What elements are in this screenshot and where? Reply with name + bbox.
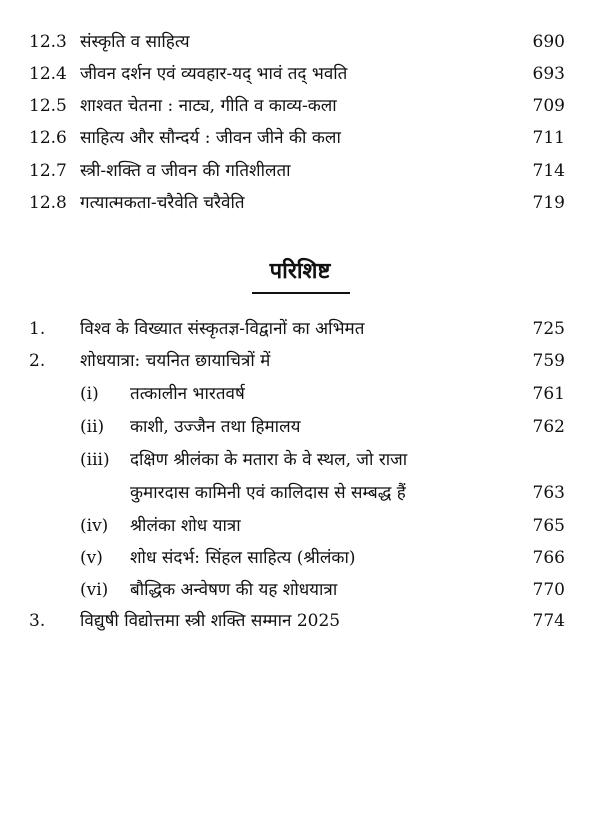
toc-section-number: 12.5 (29, 96, 67, 116)
appendix-subitem-title: दक्षिण श्रीलंका के मतारा के वे स्थल, जो राजा (130, 450, 408, 470)
appendix-item-number: 2. (29, 351, 46, 371)
appendix-subitem-title-line2: कुमारदास कामिनी एवं कालिदास से सम्बद्ध हैं (130, 483, 406, 503)
appendix-page-number: 761 (532, 384, 565, 404)
appendix-subitem-number: (ii) (80, 417, 105, 437)
appendix-subitem-title: बौद्धिक अन्वेषण की यह शोधयात्रा (130, 580, 338, 600)
toc-row (0, 59, 565, 89)
toc-row (0, 188, 565, 218)
toc-row (0, 156, 565, 186)
toc-section-title: जीवन दर्शन एवं व्यवहार-यद् भावं तद् भवति (80, 64, 348, 84)
appendix-item-title: विद्युषी विद्योत्तमा स्त्री शक्ति सम्मान 2025 (80, 611, 341, 631)
appendix-subitem-title: श्रीलंका शोध यात्रा (130, 516, 241, 536)
heading-underline (252, 292, 350, 294)
toc-row (0, 123, 565, 153)
toc-section-number: 12.7 (29, 161, 67, 181)
toc-section-title: संस्कृति व साहित्य (80, 32, 190, 52)
appendix-subrow (0, 575, 565, 605)
appendix-heading: परिशिष्ट (269, 258, 331, 284)
appendix-subrow-continuation (0, 478, 565, 508)
appendix-page-number: 725 (532, 319, 565, 339)
appendix-subitem-number: (i) (80, 384, 99, 404)
toc-page-number: 693 (532, 64, 565, 84)
toc-page-number: 719 (532, 193, 565, 213)
toc-section-title: साहित्य और सौन्दर्य : जीवन जीने की कला (80, 128, 341, 148)
toc-section-title: शाश्वत चेतना : नाट्य, गीति व काव्य-कला (80, 96, 337, 116)
appendix-page-number: 763 (532, 483, 565, 503)
appendix-subrow (0, 543, 565, 573)
toc-section-number: 12.3 (29, 32, 67, 52)
appendix-page-number: 759 (532, 351, 565, 371)
toc-section-number: 12.6 (29, 128, 67, 148)
appendix-page-number: 765 (532, 516, 565, 536)
toc-section-title: गत्यात्मकता-चरैवेति चरैवेति (80, 193, 245, 213)
appendix-item-title: विश्व के विख्यात संस्कृतज्ञ-विद्वानों का अभिमत (80, 319, 365, 339)
appendix-subitem-number: (iv) (80, 516, 109, 536)
toc-row (0, 91, 565, 121)
appendix-subitem-number: (vi) (80, 580, 109, 600)
toc-page-number: 690 (532, 32, 565, 52)
appendix-page-number: 774 (532, 611, 565, 631)
appendix-item-number: 3. (29, 611, 46, 631)
appendix-subrow (0, 445, 565, 475)
appendix-subitem-title: शोध संदर्भ: सिंहल साहित्य (श्रीलंका) (130, 548, 356, 568)
appendix-page-number: 762 (532, 417, 565, 437)
appendix-subitem-number: (iii) (80, 450, 110, 470)
toc-page-number: 711 (532, 128, 565, 148)
toc-page-number: 714 (532, 161, 565, 181)
appendix-row (0, 606, 565, 636)
toc-section-title: स्त्री-शक्ति व जीवन की गतिशीलता (80, 161, 291, 181)
appendix-item-number: 1. (29, 319, 46, 339)
appendix-subitem-title: काशी, उज्जैन तथा हिमालय (130, 417, 301, 437)
toc-page-number: 709 (532, 96, 565, 116)
appendix-subrow (0, 379, 565, 409)
appendix-row (0, 314, 565, 344)
appendix-subrow (0, 412, 565, 442)
appendix-row (0, 346, 565, 376)
appendix-page-number: 766 (532, 548, 565, 568)
appendix-item-title: शोधयात्रा: चयनित छायाचित्रों में (80, 351, 271, 371)
toc-row (0, 27, 565, 57)
toc-section-number: 12.8 (29, 193, 67, 213)
appendix-subitem-title: तत्कालीन भारतवर्ष (130, 384, 245, 404)
appendix-subrow (0, 511, 565, 541)
appendix-subitem-number: (v) (80, 548, 103, 568)
appendix-page-number: 770 (532, 580, 565, 600)
toc-section-number: 12.4 (29, 64, 67, 84)
